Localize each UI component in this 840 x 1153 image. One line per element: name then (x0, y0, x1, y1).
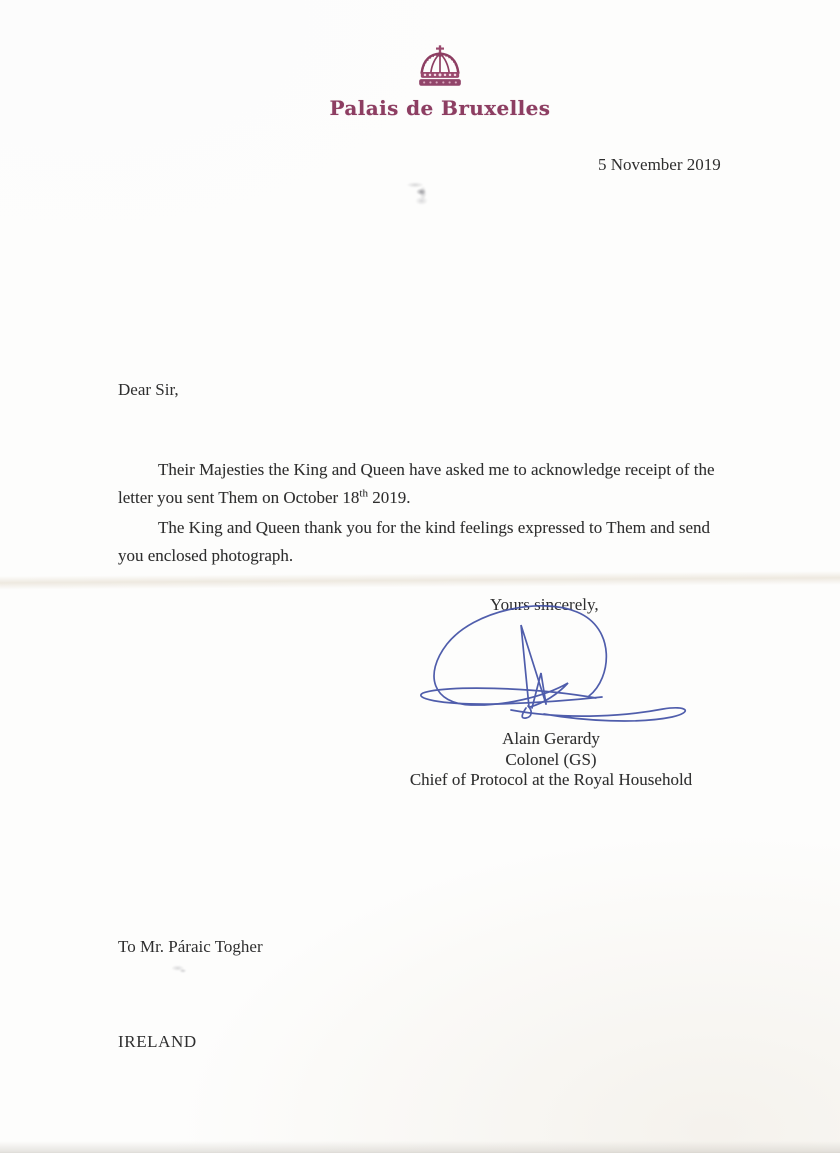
signature-block (396, 729, 706, 791)
scan-smudge (166, 960, 192, 978)
salutation: Dear Sir, (118, 380, 179, 399)
body-paragraph-2: The King and Queen thank you for the kind feelings expressed to Them and send you enclosed photograph. (118, 518, 711, 565)
signer-name: Alain Gerardy (502, 729, 600, 748)
paragraph-text: 2019. (367, 488, 411, 507)
recipient-line: To Mr. Páraic Togher (118, 937, 263, 956)
signer-rank: Colonel (GS) (505, 749, 597, 769)
scan-smudge (400, 172, 436, 210)
ordinal-superscript: th (359, 487, 368, 500)
letterhead-wordmark: Palais de Bruxelles (329, 96, 551, 120)
royal-crown-icon (415, 44, 465, 90)
letter-date: 5 November 2019 (598, 155, 721, 174)
letterhead (0, 44, 840, 120)
closing-valediction: Yours sincerely, (490, 595, 599, 614)
scan-bottom-edge (0, 1141, 840, 1153)
signer-title: Chief of Protocol at the Royal Household (409, 770, 693, 789)
recipient-country: IRELAND (118, 1032, 197, 1051)
paragraph-text: Their Majesties the King and Queen have asked me to acknowledge receipt of the letter you sent Them on October 18 (118, 460, 715, 507)
body-paragraph-1 (118, 456, 728, 512)
handwritten-signature (416, 602, 696, 730)
paper-fold-crease (0, 569, 840, 590)
